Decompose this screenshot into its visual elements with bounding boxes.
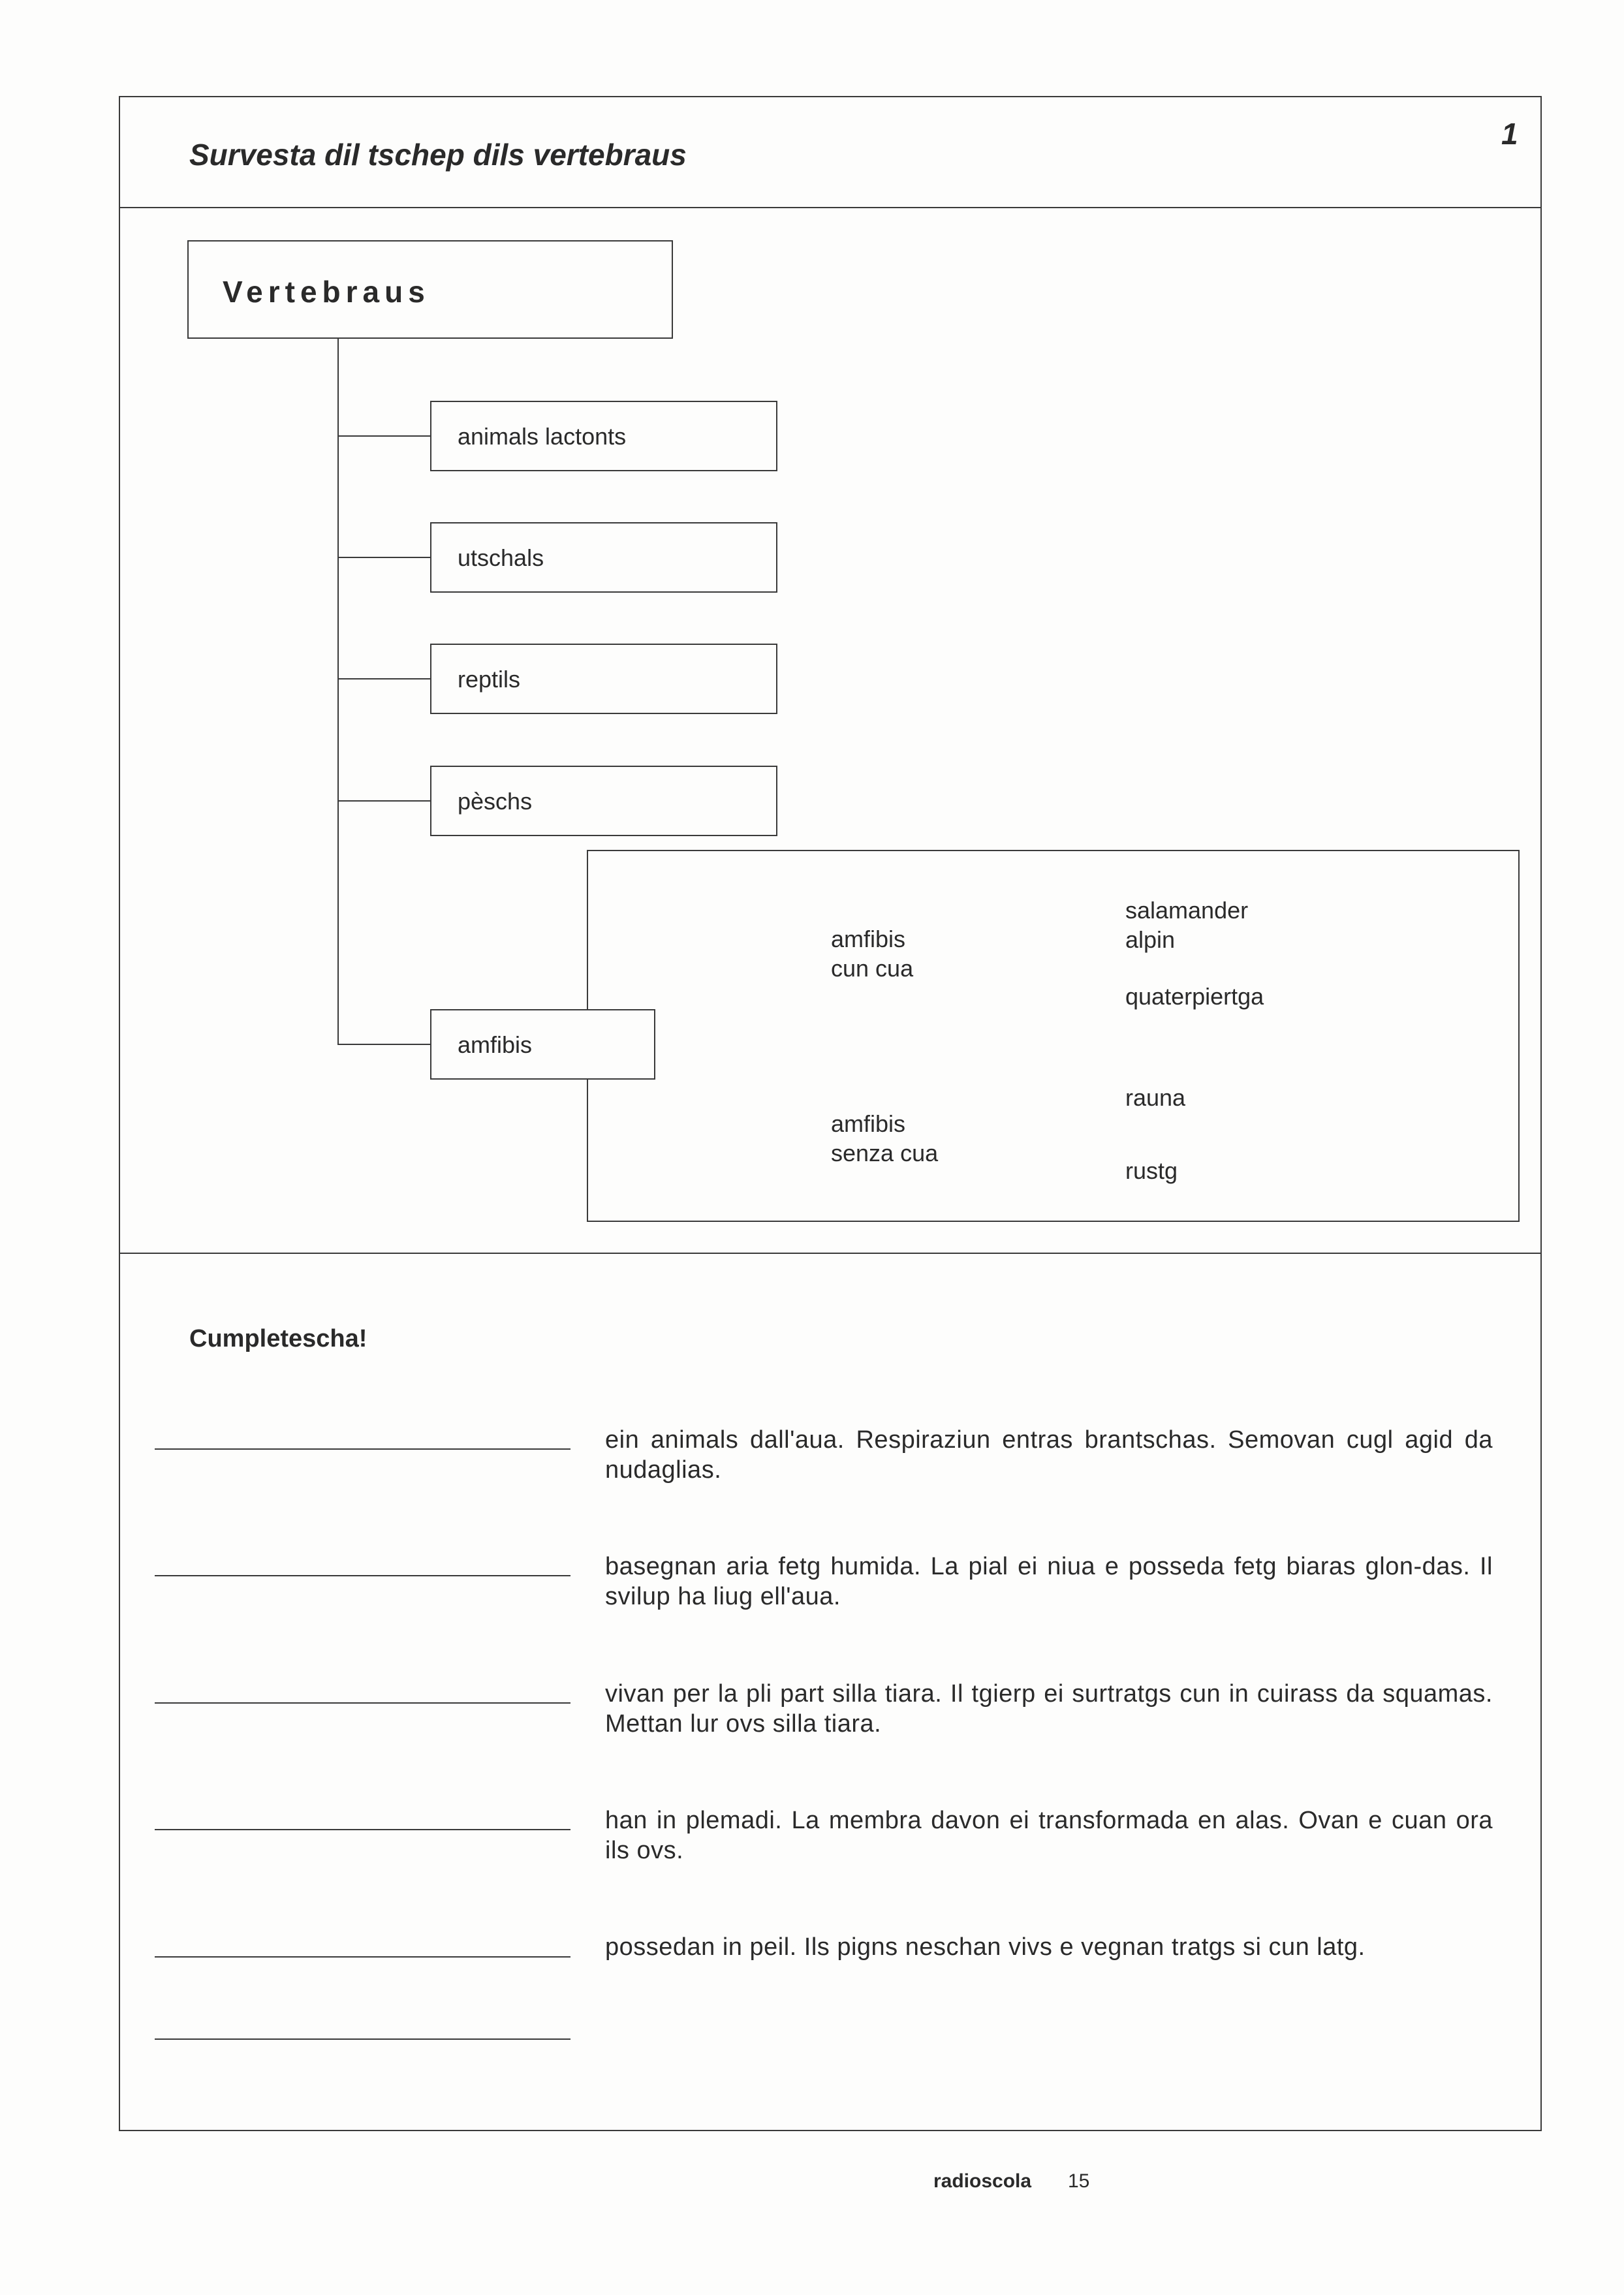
group-label: amfibis senza cua <box>831 1110 939 1166</box>
category-label: animals lactonts <box>458 423 627 450</box>
exercise-heading: Cumpletescha! <box>189 1325 367 1352</box>
category-label: pèschs <box>458 788 533 815</box>
exercise-sentence: ein animals dall'aua. Respiraziun entras brantschas. Semovan cugl agid da nudaglias. <box>605 1426 1493 1484</box>
exercise-sentence: basegnan aria fetg humida. La pial ei niua e posseda fetg biaras glon-das. Il svilup ha liug ell'aua. <box>605 1553 1493 1610</box>
tree-trunk-line <box>337 339 339 1045</box>
answer-blank-line[interactable] <box>155 2038 570 2040</box>
footer-publication: radioscola <box>933 2170 1032 2192</box>
branch-line <box>337 435 430 437</box>
category-box <box>430 522 777 593</box>
section-divider <box>119 1253 1542 1254</box>
worksheet-number: 1 <box>1501 117 1518 151</box>
group-member: rauna <box>1125 1084 1186 1111</box>
header-divider <box>119 207 1542 208</box>
category-label: reptils <box>458 666 521 693</box>
group-member: rustg <box>1125 1157 1178 1184</box>
page-title: Survesta dil tschep dils vertebraus <box>189 138 687 172</box>
branch-line <box>337 800 430 802</box>
branch-line <box>337 557 430 558</box>
exercise-sentence: vivan per la pli part silla tiara. Il tgierp ei surtratgs cun in cuirass da squamas. Mettan lur ovs silla tiara. <box>605 1680 1493 1738</box>
category-box-amfibis <box>430 1009 655 1080</box>
answer-blank-line[interactable] <box>155 1829 570 1830</box>
category-box <box>430 766 777 836</box>
group-label: amfibis cun cua <box>831 926 914 982</box>
exercise-sentence: han in plemadi. La membra davon ei transformada en alas. Ovan e cuan ora ils ovs. <box>605 1807 1493 1864</box>
answer-blank-line[interactable] <box>155 1448 570 1450</box>
branch-line <box>337 678 430 679</box>
answer-blank-line[interactable] <box>155 1575 570 1576</box>
category-label: amfibis <box>458 1031 533 1058</box>
answer-blank-line[interactable] <box>155 1956 570 1958</box>
amfibis-subdivision-box <box>587 850 1520 1222</box>
footer-page-number: 15 <box>1068 2170 1090 2192</box>
root-box-vertebraus <box>187 240 673 339</box>
category-box <box>430 401 777 471</box>
category-label: utschals <box>458 544 544 571</box>
category-box <box>430 644 777 714</box>
group-member: salamander alpin <box>1125 897 1249 953</box>
branch-line <box>337 1044 430 1045</box>
answer-blank-line[interactable] <box>155 1702 570 1704</box>
root-label: Vertebraus <box>223 275 430 309</box>
group-member: quaterpiertga <box>1125 983 1264 1010</box>
exercise-sentence: possedan in peil. Ils pigns neschan vivs e vegnan tratgs si cun latg. <box>605 1933 1366 1961</box>
